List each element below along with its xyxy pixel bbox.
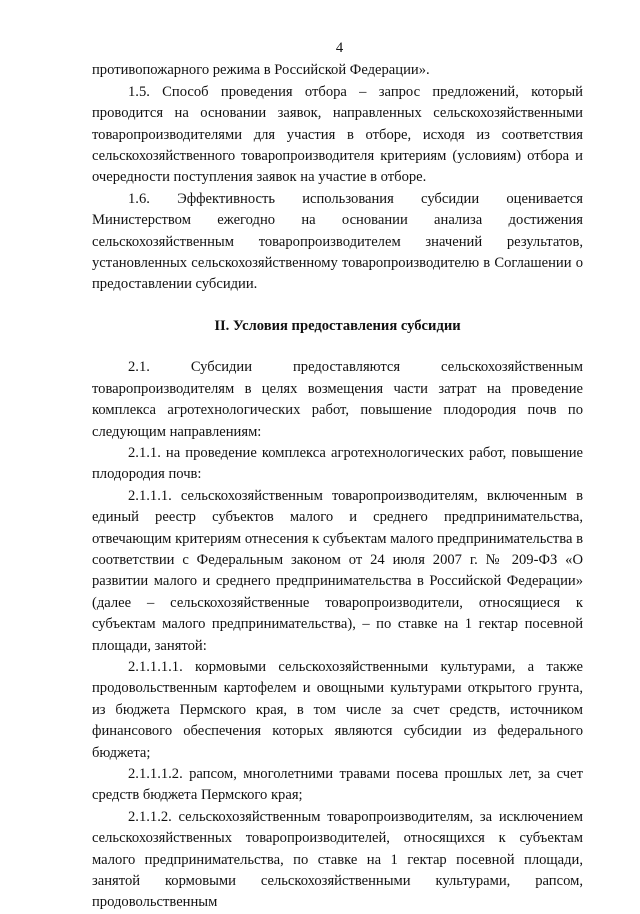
paragraph-2-1-1-2: 2.1.1.2. сельскохозяйственным товаропроизводителям, за исключением сельскохозяйственных товаропроизводителей, относящихся к субъектам малого предпринимательства, по ставке на 1 гектар посевной площади, занятой кормовыми сельскохозяйственными культурами, рапсом, продовольственным bbox=[92, 808, 583, 911]
paragraph-2-1-1: 2.1.1. на проведение комплекса агротехнологических работ, повышение плодородия почв: bbox=[92, 444, 583, 483]
page-number: 4 bbox=[335, 40, 344, 56]
paragraph-2-1-1-1: 2.1.1.1. сельскохозяйственным товаропроизводителям, включенным в единый реестр субъектов малого и среднего предпринимательства, отвечающим критериям отнесения к субъектам малого предпринимательства в соответствии с Федеральным законом от 24 июля 2007 г. № 209-ФЗ «О развитии малого и среднего предпринимательства в Российской Федерации» (далее – сельскохозяйственные товаропроизводители, относящиеся к субъектам малого предпринимательства), – по ставке на 1 гектар посевной площади, занятой: bbox=[92, 487, 583, 654]
section-heading: II. Условия предоставления субсидии bbox=[214, 317, 461, 334]
paragraph-continuation: противопожарного режима в Российской Федерации». bbox=[92, 62, 430, 79]
paragraph-2-1-1-1-2: 2.1.1.1.2. рапсом, многолетними травами посева прошлых лет, за счет средств бюджета Пермского края; bbox=[92, 766, 583, 804]
paragraph-2-1-1-1-1: 2.1.1.1.1. кормовыми сельскохозяйственными культурами, а также продовольственным картофелем и овощными культурами открытого грунта, из бюджета Пермского края, в том числе за счет средств, источником финансового обеспечения которых являются субсидии из федерального бюджета; bbox=[92, 658, 583, 761]
paragraph-1-5: 1.5. Способ проведения отбора – запрос предложений, который проводится на основании заявок, направленных сельскохозяйственными товаропроизводителями для участия в отборе, исходя из соответствия сельскохозяйственного товаропроизводителя критериям (условиям) отбора и очередности поступления заявок на участие в отборе. bbox=[92, 83, 583, 186]
paragraph-1-6: 1.6. Эффективность использования субсидии оценивается Министерством ежегодно на основании анализа достижения сельскохозяйственным товаропроизводителем значений результатов, установленных сельскохозяйственному товаропроизводителю в Соглашении о предоставлении субсидии. bbox=[92, 190, 583, 293]
paragraph-2-1: 2.1. Субсидии предоставляются сельскохозяйственным товаропроизводителям в целях возмещения части затрат на проведение комплекса агротехнологических работ, повышение плодородия почв по следующим направлениям: bbox=[92, 359, 583, 440]
